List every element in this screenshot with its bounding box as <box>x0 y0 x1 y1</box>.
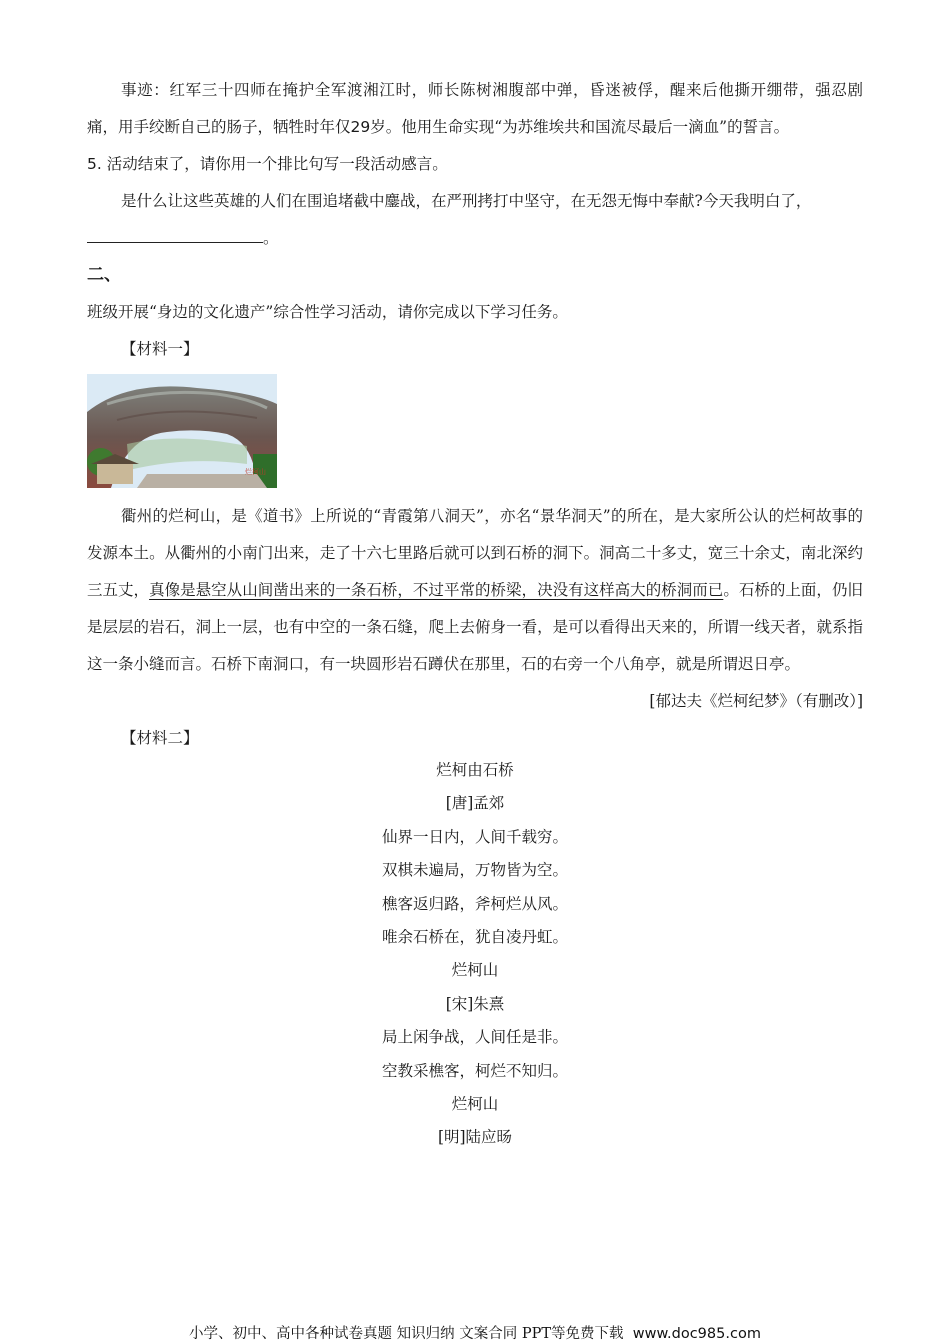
material-1-paragraph <box>87 498 863 683</box>
lanke-mountain-photo <box>87 374 277 488</box>
poem-2 <box>87 954 863 1088</box>
question-prompt: 活动结束了，请你用一个排比句写一段活动感言。 <box>106 155 448 173</box>
deed-label: 事迹： <box>121 81 170 99</box>
deed-paragraph <box>87 72 863 146</box>
poem-title: 烂柯由石桥 <box>436 761 514 779</box>
poem-line: 樵客返归路，斧柯烂从风。 <box>381 894 568 913</box>
footer-site-link[interactable]: www.doc985.com <box>632 1326 761 1342</box>
question-number: 5. <box>87 155 102 173</box>
answer-blank[interactable] <box>87 226 263 243</box>
poem-line: 仙界一日内，人间千载穷。 <box>381 827 568 846</box>
poem-line: 唯余石桥在，犹自凌丹虹。 <box>381 928 568 947</box>
material-1-source: [郁达夫《烂柯纪梦》（有删改）] <box>649 692 863 710</box>
poem-1 <box>87 754 863 954</box>
poem-author: [明]陆应旸 <box>437 1128 513 1147</box>
poem-line: 双棋未遍局，万物皆为空。 <box>381 861 568 880</box>
stone-bridge-image <box>87 374 277 488</box>
section-2-intro: 班级开展“身边的文化遗产”综合性学习活动，请你完成以下学习任务。 <box>87 303 568 321</box>
page-footer <box>0 1322 950 1343</box>
question-5 <box>87 146 863 183</box>
material-1-label: 【材料一】 <box>121 340 199 358</box>
passage-underlined-sentence: 真像是悬空从山间凿出来的一条石桥，不过平常的桥梁，决没有这样高大的桥洞而已 <box>149 581 724 599</box>
poem-line: 空教采樵客，柯烂不知归。 <box>381 1061 568 1080</box>
deed-text-1: 红军三十四师在掩护全军渡湘江时，师长陈树湘腹部中弹，昏迷被俘，醒来后他撕开绷带，强忍剧痛，用手绞断自己的肠子，牺牲时年仅 <box>87 81 863 136</box>
passage-text-before: 衢州的烂柯山，是《道书》上所说的“青霞第八洞天”，亦名“景华洞天”的所在，是大家所公认的烂柯故事的发源本土。从衢州的小南门出来，走了十六七里路后就可以到石桥的洞下。洞高二十多丈，宽三十余丈，南北深约三五丈， <box>87 507 863 599</box>
poem-line: 局上闲争战，人间任是非。 <box>381 1028 568 1047</box>
deed-text-2: 岁。他用生命实现“为苏维埃共和国流尽最后一滴血”的誓言。 <box>370 118 790 136</box>
poem-3 <box>87 1088 863 1155</box>
question-5-answer-lead <box>87 183 863 257</box>
document-page <box>87 0 863 1155</box>
section-2-heading: 二、 <box>87 265 121 285</box>
photo-caption: 烂柯山 <box>245 468 266 476</box>
poem-author: [唐]孟郊 <box>445 794 505 813</box>
poem-title: 烂柯山 <box>451 961 499 980</box>
poem-author: [宋]朱熹 <box>445 994 505 1013</box>
passage-text-after: 。石桥的上面，仍旧是层层的岩石，洞上一层，也有中空的一条石缝，爬上去俯身一看，是可以看得出天来的，所谓一线天者，就系指这一条小缝而言。石桥下南洞口，有一块圆形岩石蹲伏在那里，石的右旁一个八角亭，就是所谓迟日亭。 <box>87 581 863 673</box>
answer-lead-text: 是什么让这些英雄的人们在围追堵截中鏖战，在严刑拷打中坚守，在无怨无悔中奉献?今天我明白了， <box>121 192 812 210</box>
answer-end: 。 <box>263 229 279 247</box>
material-2-label: 【材料二】 <box>121 729 199 747</box>
poem-title: 烂柯山 <box>451 1095 499 1114</box>
deed-age: 29 <box>350 118 371 136</box>
footer-text: 小学、初中、高中各种试卷真题 知识归纳 文案合同 PPT等免费下载 <box>189 1326 624 1342</box>
